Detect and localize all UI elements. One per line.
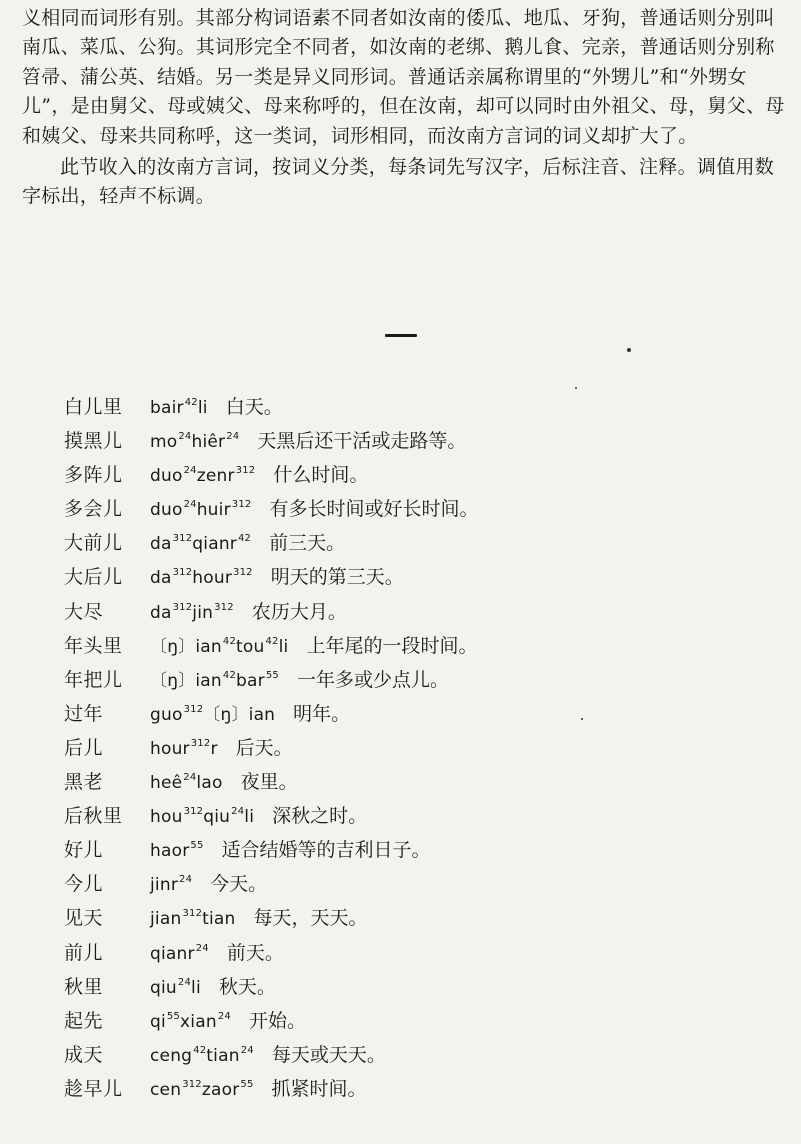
vocabulary-entry bbox=[64, 1072, 784, 1106]
vocabulary-entry bbox=[64, 833, 784, 867]
pinyin-syllable: 〔ŋ〕ian bbox=[203, 704, 276, 725]
pinyin-syllable: jin bbox=[192, 602, 214, 623]
pinyin-syllable: duo bbox=[150, 500, 183, 521]
vocabulary-list bbox=[64, 390, 784, 1106]
scan-speck bbox=[575, 387, 577, 389]
entry-body bbox=[150, 663, 449, 701]
tone-value: 24 bbox=[178, 431, 192, 443]
vocabulary-entry bbox=[64, 526, 784, 560]
entry-word: 大前儿 bbox=[64, 532, 123, 555]
vocabulary-entry bbox=[64, 629, 784, 663]
entry-pronunciation bbox=[150, 739, 218, 759]
entry-pronunciation bbox=[150, 978, 201, 998]
pinyin-syllable: huir bbox=[196, 500, 231, 521]
entry-definition: 天黑后还干活或走路等。 bbox=[257, 430, 467, 453]
entry-body bbox=[150, 492, 478, 530]
vocabulary-entry bbox=[64, 799, 784, 833]
tone-value: 42 bbox=[222, 635, 237, 647]
entry-pronunciation bbox=[150, 1046, 254, 1066]
pinyin-syllable: lao bbox=[196, 773, 223, 794]
pinyin-syllable: hou bbox=[150, 807, 183, 828]
entry-body bbox=[150, 936, 284, 974]
pinyin-syllable: qianr bbox=[150, 943, 195, 964]
entry-word: 年把儿 bbox=[64, 668, 123, 691]
entry-definition: 一年多或少点儿。 bbox=[296, 668, 449, 691]
tone-value: 312 bbox=[182, 1078, 202, 1090]
tone-value: 312 bbox=[183, 703, 204, 715]
entry-word: 成天 bbox=[64, 1043, 104, 1066]
vocabulary-entry bbox=[64, 765, 784, 799]
vocabulary-entry bbox=[64, 1004, 784, 1038]
tone-value: 55 bbox=[240, 1078, 254, 1090]
entry-definition: 每天，天天。 bbox=[253, 907, 368, 930]
entry-pronunciation bbox=[150, 1012, 231, 1032]
entry-body bbox=[150, 595, 347, 633]
tone-value: 24 bbox=[177, 976, 192, 988]
tone-value: 312 bbox=[233, 567, 253, 579]
tone-value: 24 bbox=[183, 772, 197, 784]
pinyin-syllable: li bbox=[197, 398, 208, 418]
entry-pronunciation bbox=[150, 432, 239, 452]
entry-definition: 农历大月。 bbox=[251, 600, 347, 623]
entry-pronunciation bbox=[150, 773, 223, 793]
entry-pronunciation bbox=[150, 944, 209, 964]
pinyin-syllable: qi bbox=[150, 1011, 166, 1032]
pinyin-syllable: zenr bbox=[196, 466, 235, 487]
entry-body bbox=[150, 629, 477, 667]
pinyin-syllable: tian bbox=[206, 1045, 240, 1066]
tone-value: 42 bbox=[184, 397, 198, 408]
entry-body bbox=[150, 901, 368, 939]
entry-word: 摸黑儿 bbox=[64, 430, 123, 453]
pinyin-syllable: hiêr bbox=[191, 432, 226, 453]
entry-pronunciation bbox=[150, 1080, 254, 1100]
vocabulary-entry bbox=[64, 458, 784, 492]
entry-definition: 后天。 bbox=[235, 736, 293, 759]
entry-definition: 今天。 bbox=[210, 873, 268, 896]
vocabulary-entry bbox=[64, 936, 784, 970]
tone-value: 312 bbox=[172, 533, 193, 545]
entry-word: 白儿里 bbox=[64, 396, 123, 418]
entry-definition: 前三天。 bbox=[269, 532, 346, 555]
entry-body bbox=[150, 799, 367, 837]
entry-pronunciation bbox=[150, 603, 234, 623]
pinyin-syllable: haor bbox=[150, 841, 190, 862]
entry-pronunciation bbox=[150, 875, 192, 895]
entry-word: 后秋里 bbox=[64, 805, 123, 828]
tone-value: 312 bbox=[182, 908, 203, 920]
entry-pronunciation bbox=[150, 705, 275, 725]
entry-definition: 抓紧时间。 bbox=[271, 1077, 367, 1100]
entry-definition: 明年。 bbox=[293, 702, 351, 725]
pinyin-syllable: tou bbox=[236, 636, 265, 657]
entry-word: 多阵儿 bbox=[64, 464, 123, 487]
entry-pronunciation bbox=[150, 671, 279, 691]
entry-pronunciation bbox=[150, 807, 254, 827]
tone-value: 24 bbox=[183, 465, 197, 477]
pinyin-syllable: li bbox=[278, 636, 289, 657]
tone-value: 312 bbox=[190, 737, 211, 749]
tone-value: 42 bbox=[222, 669, 237, 681]
tone-value: 312 bbox=[214, 601, 234, 613]
pinyin-syllable: li bbox=[191, 977, 201, 998]
tone-value: 312 bbox=[172, 567, 193, 579]
entry-body bbox=[150, 458, 368, 496]
intro-text bbox=[22, 4, 787, 212]
entry-body bbox=[150, 970, 276, 1008]
entry-pronunciation bbox=[150, 841, 204, 861]
pinyin-syllable: da bbox=[150, 534, 172, 555]
vocabulary-entry bbox=[64, 492, 784, 526]
pinyin-syllable: tian bbox=[202, 909, 236, 930]
pinyin-syllable: qianr bbox=[192, 534, 237, 555]
vocabulary-entry bbox=[64, 1038, 784, 1072]
entry-word: 黑老 bbox=[64, 771, 104, 794]
entry-definition: 什么时间。 bbox=[273, 464, 369, 487]
tone-value: 24 bbox=[179, 874, 193, 886]
entry-pronunciation bbox=[150, 534, 251, 554]
entry-word: 前儿 bbox=[64, 941, 104, 964]
vocabulary-entry bbox=[64, 901, 784, 935]
entry-body bbox=[150, 1038, 386, 1076]
vocabulary-entry bbox=[64, 595, 784, 629]
entry-body bbox=[150, 390, 283, 428]
vocabulary-entry bbox=[64, 867, 784, 901]
entry-pronunciation bbox=[150, 466, 255, 486]
vocabulary-entry bbox=[64, 560, 784, 594]
entry-body bbox=[150, 765, 298, 803]
entry-pronunciation bbox=[150, 909, 236, 929]
entry-definition: 明天的第三天。 bbox=[270, 566, 404, 589]
vocabulary-entry bbox=[64, 390, 784, 424]
tone-value: 312 bbox=[183, 806, 204, 818]
pinyin-syllable: li bbox=[244, 807, 255, 828]
pinyin-syllable: guo bbox=[150, 704, 183, 725]
entry-word: 年头里 bbox=[64, 634, 123, 657]
pinyin-syllable: 〔ŋ〕ian bbox=[150, 636, 222, 657]
pinyin-syllable: da bbox=[150, 568, 172, 589]
entry-definition: 适合结婚等的吉利日子。 bbox=[221, 839, 431, 862]
pinyin-syllable: hour bbox=[192, 568, 233, 589]
entry-word: 今儿 bbox=[64, 873, 104, 896]
pinyin-syllable: duo bbox=[150, 466, 183, 487]
intro-paragraph-2: 此节收入的汝南方言词，按词义分类，每条词先写汉字，后标注音、注释。调值用数字标出，轻声不标调。 bbox=[22, 156, 775, 208]
entry-definition: 白天。 bbox=[225, 396, 283, 418]
tone-value: 42 bbox=[265, 635, 279, 647]
entry-body bbox=[150, 424, 466, 462]
pinyin-syllable: da bbox=[150, 602, 172, 623]
entry-definition: 秋天。 bbox=[218, 975, 276, 998]
entry-body bbox=[150, 697, 350, 735]
entry-word: 多会儿 bbox=[64, 498, 123, 521]
entry-word: 大后儿 bbox=[64, 566, 123, 589]
pinyin-syllable: 〔ŋ〕ian bbox=[150, 670, 222, 691]
tone-value: 24 bbox=[217, 1010, 231, 1022]
entry-pronunciation bbox=[150, 568, 253, 588]
entry-word: 过年 bbox=[64, 702, 104, 725]
entry-definition: 前天。 bbox=[226, 941, 284, 964]
entry-body bbox=[150, 560, 404, 598]
entry-word: 大尽 bbox=[64, 600, 104, 623]
entry-word: 后儿 bbox=[64, 736, 104, 759]
scan-speck bbox=[581, 718, 583, 720]
pinyin-syllable: bair bbox=[150, 398, 184, 418]
tone-value: 24 bbox=[183, 499, 197, 511]
tone-value: 312 bbox=[172, 601, 193, 613]
entry-pronunciation bbox=[150, 398, 208, 418]
entry-pronunciation bbox=[150, 500, 251, 520]
vocabulary-entry bbox=[64, 424, 784, 458]
pinyin-syllable: mo bbox=[150, 432, 178, 453]
entry-word: 好儿 bbox=[64, 839, 104, 862]
vocabulary-entry bbox=[64, 970, 784, 1004]
entry-body bbox=[150, 1004, 306, 1042]
pinyin-syllable: cen bbox=[150, 1079, 182, 1100]
tone-value: 24 bbox=[195, 942, 209, 954]
vocabulary-entry bbox=[64, 697, 784, 731]
entry-definition: 深秋之时。 bbox=[272, 805, 368, 828]
tone-value: 24 bbox=[240, 1044, 254, 1056]
tone-value: 42 bbox=[193, 1044, 207, 1056]
vocabulary-entry bbox=[64, 663, 784, 697]
tone-value: 24 bbox=[231, 806, 245, 818]
section-heading-one bbox=[385, 334, 417, 337]
pinyin-syllable: qiu bbox=[150, 977, 177, 998]
pinyin-syllable: hour bbox=[150, 738, 190, 759]
tone-value: 42 bbox=[238, 533, 252, 545]
tone-value: 55 bbox=[265, 669, 279, 681]
tone-value: 312 bbox=[231, 499, 252, 511]
pinyin-syllable: zaor bbox=[201, 1079, 240, 1100]
entry-definition: 开始。 bbox=[248, 1009, 306, 1032]
tone-value: 55 bbox=[190, 840, 204, 852]
entry-definition: 夜里。 bbox=[240, 771, 298, 794]
pinyin-syllable: xian bbox=[180, 1011, 217, 1032]
pinyin-syllable: ceng bbox=[150, 1045, 193, 1066]
tone-value: 55 bbox=[166, 1010, 181, 1022]
entry-body bbox=[150, 731, 293, 769]
pinyin-syllable: bar bbox=[236, 670, 265, 691]
entry-word: 秋里 bbox=[64, 975, 104, 998]
entry-pronunciation bbox=[150, 637, 288, 657]
vocabulary-entry bbox=[64, 731, 784, 765]
entry-word: 起先 bbox=[64, 1009, 104, 1032]
entry-definition: 上年尾的一段时间。 bbox=[306, 634, 478, 657]
pinyin-syllable: qiu bbox=[203, 807, 231, 828]
entry-body bbox=[150, 1072, 367, 1110]
pinyin-syllable: jinr bbox=[150, 875, 179, 896]
pinyin-syllable: r bbox=[210, 738, 218, 759]
tone-value: 312 bbox=[235, 465, 256, 477]
entry-body bbox=[150, 833, 431, 871]
pinyin-syllable: heê bbox=[150, 773, 183, 794]
entry-body bbox=[150, 526, 345, 564]
entry-word: 趁早儿 bbox=[64, 1077, 123, 1100]
entry-definition: 每天或天天。 bbox=[271, 1043, 386, 1066]
intro-paragraph-1: 义相同而词形有别。其部分构词语素不同者如汝南的倭瓜、地瓜、牙狗，普通话则分别叫南瓜、菜瓜、公狗。其词形完全不同者，如汝南的老绑、鹅儿食、完亲，普通话则分别称笤帚、蒲公英、结婚。另一类是异义同形词。普通话亲属称谓里的“外甥儿”和“外甥女儿”，是由舅父、母或姨父、母来称呼的，但在汝南，却可以同时由外祖父、母，舅父、母和姨父、母来共同称呼，这一类词，词形相同，而汝南方言词的词义却扩大了。 bbox=[22, 7, 785, 147]
pinyin-syllable: jian bbox=[150, 909, 182, 930]
entry-body bbox=[150, 867, 267, 905]
entry-definition: 有多长时间或好长时间。 bbox=[269, 498, 479, 521]
scan-speck bbox=[627, 348, 631, 352]
entry-word: 见天 bbox=[64, 907, 104, 930]
tone-value: 24 bbox=[226, 431, 240, 443]
